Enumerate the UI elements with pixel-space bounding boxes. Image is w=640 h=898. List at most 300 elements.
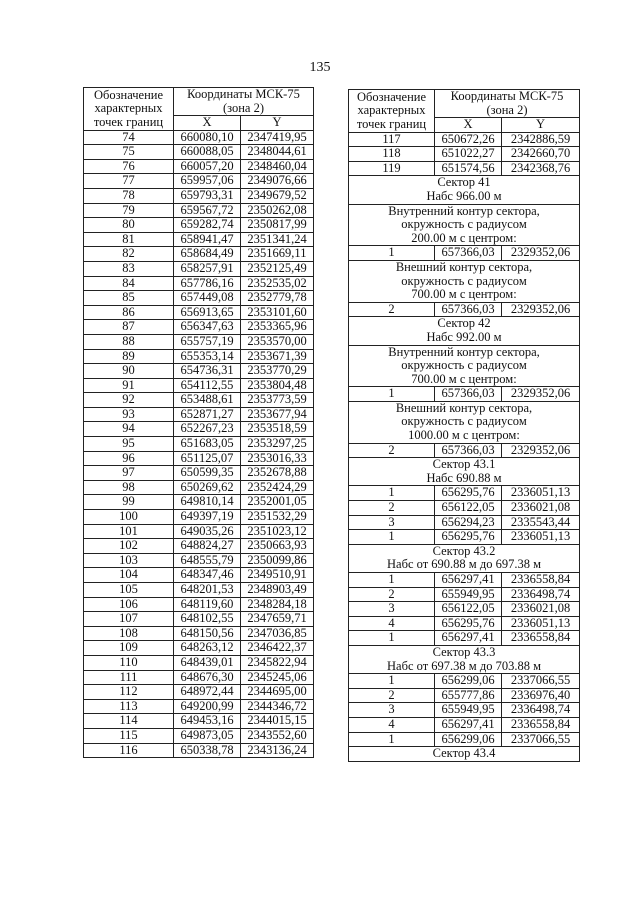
sector-header-line: Набс от 690.88 м до 697.38 м	[387, 557, 541, 572]
point-id-cell: 3	[349, 703, 435, 718]
point-id-cell: 87	[84, 320, 174, 335]
x-coordinate-cell: 656297,41	[435, 573, 502, 588]
point-id-cell: 107	[84, 612, 174, 627]
y-coordinate-cell: 2337066,55	[502, 674, 580, 689]
point-id-cell: 1	[349, 674, 435, 689]
y-coordinate-cell: 2352125,49	[241, 261, 314, 276]
table-row	[84, 655, 314, 670]
table-row	[84, 685, 314, 700]
x-coordinate-cell: 660080,10	[174, 130, 241, 145]
contour-note-line: Внутренний контур сектора,	[388, 204, 540, 218]
contour-note-line: 700.00 м с центром:	[411, 287, 517, 302]
x-coordinate-cell: 660088,05	[174, 145, 241, 160]
x-coordinate-cell: 657366,03	[435, 246, 502, 261]
point-id-cell: 89	[84, 349, 174, 364]
table-row	[84, 714, 314, 729]
point-id-cell: 78	[84, 188, 174, 203]
point-id-cell: 100	[84, 510, 174, 525]
x-coordinate-cell: 654736,31	[174, 364, 241, 379]
table-row	[84, 393, 314, 408]
x-coordinate-cell: 656299,06	[435, 732, 502, 747]
point-id-cell: 94	[84, 422, 174, 437]
sector-header-line: Набс 966.00 м	[426, 188, 502, 203]
point-id-cell: 112	[84, 685, 174, 700]
point-id-cell: 1	[349, 573, 435, 588]
point-id-cell: 2	[349, 501, 435, 516]
x-coordinate-cell: 657366,03	[435, 443, 502, 458]
table-row	[349, 443, 580, 458]
y-coordinate-cell: 2352001,05	[241, 495, 314, 510]
point-id-cell: 4	[349, 616, 435, 631]
point-id-cell: 97	[84, 466, 174, 481]
y-coordinate-cell: 2353297,25	[241, 437, 314, 452]
y-coordinate-cell: 2336558,84	[502, 717, 580, 732]
sector-header-row	[349, 544, 580, 572]
table-row	[84, 188, 314, 203]
point-id-cell: 111	[84, 670, 174, 685]
y-coordinate-cell: 2353518,59	[241, 422, 314, 437]
y-coordinate-cell: 2336021,08	[502, 501, 580, 516]
y-coordinate-cell: 2352424,29	[241, 480, 314, 495]
contour-note-cell	[349, 401, 580, 443]
table-row	[84, 247, 314, 262]
table-row	[349, 246, 580, 261]
table-row	[84, 466, 314, 481]
point-id-cell: 101	[84, 524, 174, 539]
point-id-cell: 3	[349, 515, 435, 530]
point-id-cell: 76	[84, 159, 174, 174]
table-row	[84, 305, 314, 320]
x-coordinate-cell: 648150,56	[174, 626, 241, 641]
table-row	[349, 703, 580, 718]
contour-note-row	[349, 204, 580, 246]
x-coordinate-cell: 655757,19	[174, 334, 241, 349]
x-coordinate-cell: 656347,63	[174, 320, 241, 335]
table-row	[349, 717, 580, 732]
sector-header-line: Набс 992.00 м	[426, 329, 502, 344]
header-x: X	[174, 116, 241, 131]
table-row	[84, 422, 314, 437]
contour-note-line: Внутренний контур сектора,	[388, 345, 540, 359]
point-id-cell: 1	[349, 246, 435, 261]
point-id-cell: 1	[349, 387, 435, 402]
sector-header-line: Сектор 42	[437, 316, 491, 331]
x-coordinate-cell: 659793,31	[174, 188, 241, 203]
point-id-cell: 85	[84, 291, 174, 306]
point-id-cell: 117	[349, 132, 435, 147]
x-coordinate-cell: 656297,41	[435, 717, 502, 732]
point-id-cell: 2	[349, 302, 435, 317]
x-coordinate-cell: 657366,03	[435, 302, 502, 317]
x-coordinate-cell: 657449,08	[174, 291, 241, 306]
point-id-cell: 74	[84, 130, 174, 145]
table-row	[84, 743, 314, 758]
sector-header-line: Сектор 41	[437, 175, 491, 190]
y-coordinate-cell: 2343136,24	[241, 743, 314, 758]
contour-note-cell	[349, 260, 580, 302]
y-coordinate-cell: 2336558,84	[502, 573, 580, 588]
point-id-cell: 114	[84, 714, 174, 729]
table-row	[84, 626, 314, 641]
table-row	[349, 147, 580, 162]
contour-note-line: 700.00 м с центром:	[411, 371, 517, 386]
y-coordinate-cell: 2348460,04	[241, 159, 314, 174]
table-row	[349, 631, 580, 646]
header-y: Y	[241, 116, 314, 131]
y-coordinate-cell: 2348903,49	[241, 583, 314, 598]
y-coordinate-cell: 2353365,96	[241, 320, 314, 335]
table-row	[84, 320, 314, 335]
table-row	[84, 378, 314, 393]
table-row	[349, 573, 580, 588]
table-row	[84, 524, 314, 539]
y-coordinate-cell: 2349510,91	[241, 568, 314, 583]
contour-note-line: 1000.00 м с центром:	[408, 428, 520, 443]
sector-header-cell	[349, 176, 580, 204]
contour-note-line: Внешний контур сектора,	[395, 260, 533, 274]
point-id-cell: 1	[349, 530, 435, 545]
table-row	[349, 161, 580, 176]
table-row	[84, 364, 314, 379]
point-id-cell: 1	[349, 631, 435, 646]
sector-header-cell	[349, 645, 580, 673]
table-row	[84, 174, 314, 189]
point-id-cell: 93	[84, 407, 174, 422]
contour-note-row	[349, 401, 580, 443]
x-coordinate-cell: 651683,05	[174, 437, 241, 452]
header-x: X	[435, 118, 502, 133]
point-id-cell: 82	[84, 247, 174, 262]
contour-note-line: Внешний контур сектора,	[395, 401, 533, 415]
y-coordinate-cell: 2343552,60	[241, 728, 314, 743]
x-coordinate-cell: 656294,23	[435, 515, 502, 530]
y-coordinate-cell: 2351669,11	[241, 247, 314, 262]
y-coordinate-cell: 2349076,66	[241, 174, 314, 189]
x-coordinate-cell: 659957,06	[174, 174, 241, 189]
header-coordinates: Координаты МСК-75 (зона 2)	[435, 90, 580, 118]
x-coordinate-cell: 657366,03	[435, 387, 502, 402]
contour-note-cell	[349, 204, 580, 246]
y-coordinate-cell: 2336498,74	[502, 587, 580, 602]
point-id-cell: 77	[84, 174, 174, 189]
point-id-cell: 102	[84, 539, 174, 554]
table-row	[84, 334, 314, 349]
y-coordinate-cell: 2353101,60	[241, 305, 314, 320]
y-coordinate-cell: 2349679,52	[241, 188, 314, 203]
x-coordinate-cell: 653488,61	[174, 393, 241, 408]
y-coordinate-cell: 2350817,99	[241, 218, 314, 233]
point-id-cell: 106	[84, 597, 174, 612]
point-id-cell: 75	[84, 145, 174, 160]
sector-header-line: Сектор 43.4	[432, 746, 496, 761]
sector-header-line: Сектор 43.3	[432, 645, 496, 659]
point-id-cell: 108	[84, 626, 174, 641]
y-coordinate-cell: 2353677,94	[241, 407, 314, 422]
table-row	[84, 539, 314, 554]
x-coordinate-cell: 656299,06	[435, 674, 502, 689]
x-coordinate-cell: 649035,26	[174, 524, 241, 539]
x-coordinate-cell: 656122,05	[435, 501, 502, 516]
x-coordinate-cell: 657786,16	[174, 276, 241, 291]
table-row	[349, 302, 580, 317]
point-id-cell: 103	[84, 553, 174, 568]
point-id-cell: 84	[84, 276, 174, 291]
point-id-cell: 96	[84, 451, 174, 466]
sector-header-line: Сектор 43.2	[432, 544, 496, 558]
y-coordinate-cell: 2335543,44	[502, 515, 580, 530]
y-coordinate-cell: 2353570,00	[241, 334, 314, 349]
contour-note-line: окружность с радиусом	[401, 414, 527, 429]
y-coordinate-cell: 2351532,29	[241, 510, 314, 525]
point-id-cell: 90	[84, 364, 174, 379]
x-coordinate-cell: 656122,05	[435, 602, 502, 617]
x-coordinate-cell: 649397,19	[174, 510, 241, 525]
sector-header-row	[349, 645, 580, 673]
coordinates-table-right	[348, 89, 580, 762]
x-coordinate-cell: 652871,27	[174, 407, 241, 422]
y-coordinate-cell: 2352535,02	[241, 276, 314, 291]
point-id-cell: 116	[84, 743, 174, 758]
y-coordinate-cell: 2348044,61	[241, 145, 314, 160]
y-coordinate-cell: 2350099,86	[241, 553, 314, 568]
table-row	[84, 699, 314, 714]
x-coordinate-cell: 655777,86	[435, 688, 502, 703]
x-coordinate-cell: 660057,20	[174, 159, 241, 174]
point-id-cell: 115	[84, 728, 174, 743]
point-id-cell: 1	[349, 732, 435, 747]
table-row	[349, 530, 580, 545]
table-row	[84, 145, 314, 160]
y-coordinate-cell: 2353671,39	[241, 349, 314, 364]
x-coordinate-cell: 652267,23	[174, 422, 241, 437]
y-coordinate-cell: 2353770,29	[241, 364, 314, 379]
point-id-cell: 81	[84, 232, 174, 247]
y-coordinate-cell: 2342886,59	[502, 132, 580, 147]
y-coordinate-cell: 2329352,06	[502, 387, 580, 402]
x-coordinate-cell: 648824,27	[174, 539, 241, 554]
sector-header-line: Сектор 43.1	[432, 457, 496, 472]
x-coordinate-cell: 648555,79	[174, 553, 241, 568]
point-id-cell: 95	[84, 437, 174, 452]
y-coordinate-cell: 2345245,06	[241, 670, 314, 685]
x-coordinate-cell: 658684,49	[174, 247, 241, 262]
y-coordinate-cell: 2337066,55	[502, 732, 580, 747]
point-id-cell: 79	[84, 203, 174, 218]
y-coordinate-cell: 2336051,13	[502, 616, 580, 631]
table-row	[84, 218, 314, 233]
table-row	[84, 203, 314, 218]
y-coordinate-cell: 2352779,78	[241, 291, 314, 306]
table-row	[349, 501, 580, 516]
sector-header-cell	[349, 317, 580, 345]
table-row	[84, 159, 314, 174]
point-id-cell: 118	[349, 147, 435, 162]
y-coordinate-cell: 2344346,72	[241, 699, 314, 714]
x-coordinate-cell: 655949,95	[435, 587, 502, 602]
table-row	[84, 583, 314, 598]
x-coordinate-cell: 648347,46	[174, 568, 241, 583]
point-id-cell: 99	[84, 495, 174, 510]
table-row	[84, 597, 314, 612]
x-coordinate-cell: 651574,56	[435, 161, 502, 176]
contour-note-line: окружность с радиусом	[401, 273, 527, 288]
table-row	[349, 587, 580, 602]
table-row	[84, 276, 314, 291]
x-coordinate-cell: 650599,35	[174, 466, 241, 481]
y-coordinate-cell: 2344695,00	[241, 685, 314, 700]
x-coordinate-cell: 648676,30	[174, 670, 241, 685]
table-row	[349, 688, 580, 703]
x-coordinate-cell: 656295,76	[435, 486, 502, 501]
table-row	[84, 130, 314, 145]
y-coordinate-cell: 2350663,93	[241, 539, 314, 554]
table-row	[84, 407, 314, 422]
table-row	[84, 437, 314, 452]
y-coordinate-cell: 2336498,74	[502, 703, 580, 718]
y-coordinate-cell: 2350262,08	[241, 203, 314, 218]
y-coordinate-cell: 2347659,71	[241, 612, 314, 627]
point-id-cell: 91	[84, 378, 174, 393]
table-row	[84, 261, 314, 276]
x-coordinate-cell: 651022,27	[435, 147, 502, 162]
x-coordinate-cell: 648972,44	[174, 685, 241, 700]
point-id-cell: 105	[84, 583, 174, 598]
point-id-cell: 83	[84, 261, 174, 276]
contour-note-line: окружность с радиусом	[401, 217, 527, 232]
header-coordinates: Координаты МСК-75 (зона 2)	[174, 88, 314, 116]
x-coordinate-cell: 650672,26	[435, 132, 502, 147]
table-row	[84, 612, 314, 627]
point-id-cell: 2	[349, 587, 435, 602]
y-coordinate-cell: 2336976,40	[502, 688, 580, 703]
x-coordinate-cell: 648119,60	[174, 597, 241, 612]
point-id-cell: 80	[84, 218, 174, 233]
point-id-cell: 104	[84, 568, 174, 583]
table-row	[349, 602, 580, 617]
y-coordinate-cell: 2347419,95	[241, 130, 314, 145]
table-row	[84, 728, 314, 743]
y-coordinate-cell: 2336051,13	[502, 530, 580, 545]
point-id-cell: 113	[84, 699, 174, 714]
point-id-cell: 1	[349, 486, 435, 501]
x-coordinate-cell: 656913,65	[174, 305, 241, 320]
y-coordinate-cell: 2329352,06	[502, 443, 580, 458]
y-coordinate-cell: 2353016,33	[241, 451, 314, 466]
table-row	[349, 132, 580, 147]
table-row	[84, 232, 314, 247]
y-coordinate-cell: 2348284,18	[241, 597, 314, 612]
table-row	[84, 291, 314, 306]
sector-header-cell	[349, 747, 580, 762]
x-coordinate-cell: 648201,53	[174, 583, 241, 598]
table-row	[349, 732, 580, 747]
table-row	[84, 480, 314, 495]
y-coordinate-cell: 2336021,08	[502, 602, 580, 617]
x-coordinate-cell: 656297,41	[435, 631, 502, 646]
y-coordinate-cell: 2329352,06	[502, 246, 580, 261]
sector-header-row	[349, 747, 580, 762]
x-coordinate-cell: 658257,91	[174, 261, 241, 276]
y-coordinate-cell: 2342368,76	[502, 161, 580, 176]
x-coordinate-cell: 650338,78	[174, 743, 241, 758]
table-row	[84, 349, 314, 364]
coordinates-table-left	[83, 87, 314, 758]
point-id-cell: 119	[349, 161, 435, 176]
contour-note-row	[349, 345, 580, 387]
x-coordinate-cell: 649200,99	[174, 699, 241, 714]
point-id-cell: 98	[84, 480, 174, 495]
header-y: Y	[502, 118, 580, 133]
point-id-cell: 2	[349, 443, 435, 458]
x-coordinate-cell: 654112,55	[174, 378, 241, 393]
y-coordinate-cell: 2351023,12	[241, 524, 314, 539]
contour-note-cell	[349, 345, 580, 387]
y-coordinate-cell: 2353804,48	[241, 378, 314, 393]
x-coordinate-cell: 650269,62	[174, 480, 241, 495]
point-id-cell: 92	[84, 393, 174, 408]
x-coordinate-cell: 655949,95	[435, 703, 502, 718]
x-coordinate-cell: 649810,14	[174, 495, 241, 510]
contour-note-row	[349, 260, 580, 302]
y-coordinate-cell: 2346422,37	[241, 641, 314, 656]
header-point-label: Обозначение характерных точек границ	[84, 88, 174, 131]
y-coordinate-cell: 2336051,13	[502, 486, 580, 501]
point-id-cell: 110	[84, 655, 174, 670]
contour-note-line: окружность с радиусом	[401, 358, 527, 373]
sector-header-row	[349, 458, 580, 486]
y-coordinate-cell: 2351341,24	[241, 232, 314, 247]
sector-header-cell	[349, 544, 580, 572]
y-coordinate-cell: 2347036,85	[241, 626, 314, 641]
header-point-label: Обозначение характерных точек границ	[349, 90, 435, 133]
contour-note-line: 200.00 м с центром:	[411, 230, 517, 245]
sector-header-row	[349, 317, 580, 345]
table-row	[84, 670, 314, 685]
x-coordinate-cell: 659282,74	[174, 218, 241, 233]
x-coordinate-cell: 651125,07	[174, 451, 241, 466]
point-id-cell: 4	[349, 717, 435, 732]
page-number: 135	[309, 60, 331, 75]
sector-header-cell	[349, 458, 580, 486]
y-coordinate-cell: 2344015,15	[241, 714, 314, 729]
x-coordinate-cell: 655353,14	[174, 349, 241, 364]
y-coordinate-cell: 2342660,70	[502, 147, 580, 162]
y-coordinate-cell: 2329352,06	[502, 302, 580, 317]
point-id-cell: 86	[84, 305, 174, 320]
table-row	[349, 387, 580, 402]
table-row	[84, 451, 314, 466]
x-coordinate-cell: 648439,01	[174, 655, 241, 670]
y-coordinate-cell: 2353773,59	[241, 393, 314, 408]
y-coordinate-cell: 2352678,88	[241, 466, 314, 481]
table-row	[84, 568, 314, 583]
x-coordinate-cell: 649453,16	[174, 714, 241, 729]
x-coordinate-cell: 648263,12	[174, 641, 241, 656]
table-row	[349, 515, 580, 530]
table-row	[84, 553, 314, 568]
point-id-cell: 109	[84, 641, 174, 656]
sector-header-row	[349, 176, 580, 204]
point-id-cell: 88	[84, 334, 174, 349]
x-coordinate-cell: 656295,76	[435, 616, 502, 631]
x-coordinate-cell: 659567,72	[174, 203, 241, 218]
point-id-cell: 2	[349, 688, 435, 703]
point-id-cell: 3	[349, 602, 435, 617]
table-row	[349, 674, 580, 689]
x-coordinate-cell: 658941,47	[174, 232, 241, 247]
x-coordinate-cell: 656295,76	[435, 530, 502, 545]
table-row	[84, 641, 314, 656]
